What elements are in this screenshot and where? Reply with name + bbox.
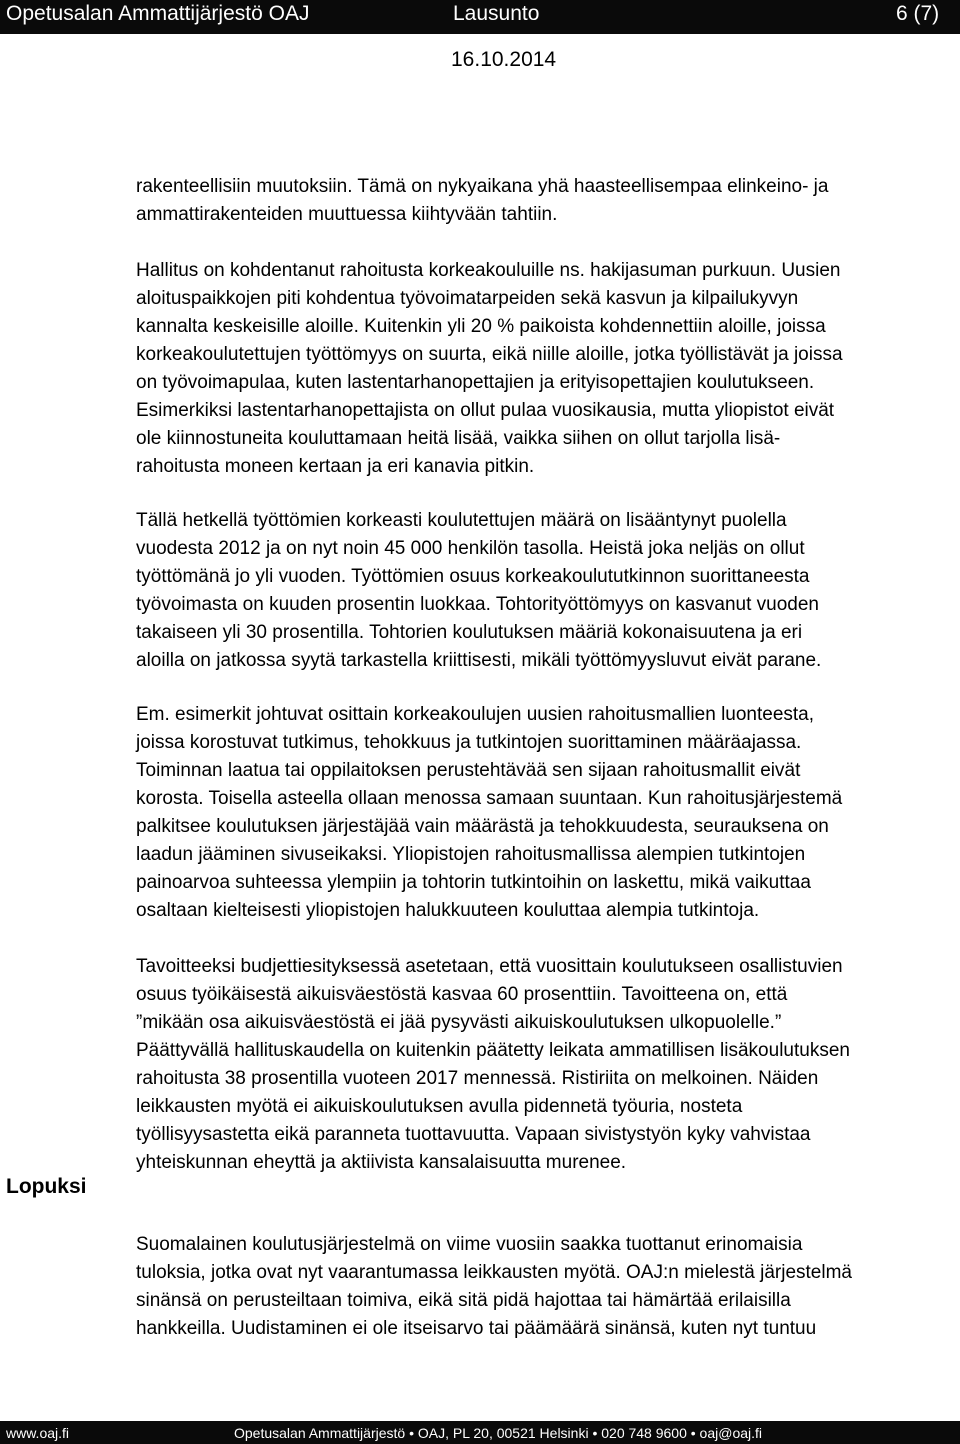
paragraph: [136, 701, 956, 925]
footer-website-link[interactable]: www.oaj.fi: [6, 1425, 70, 1441]
text-line: Tavoitteeksi budjettiesityksessä asetetaan, että vuosittain koulutukseen osallistuvien: [136, 956, 843, 977]
text-line: osuus työikäisestä aikuisväestöstä kasvaa 60 prosenttiin. Tavoitteena on, että: [136, 984, 788, 1005]
paragraph: [136, 173, 956, 229]
document-date: 16.10.2014: [451, 48, 557, 71]
paragraph: [136, 953, 956, 1177]
document-type: Lausunto: [453, 2, 540, 25]
text-line: Päättyvällä hallituskaudella on kuitenkin päätetty leikata ammatillisen lisäkoulutuksen: [136, 1040, 850, 1061]
text-line: rahoitusta 38 prosentilla vuoteen 2017 mennessä. Ristiriita on melkoinen. Näiden: [136, 1068, 819, 1089]
text-line: sinänsä on perusteiltaan toimiva, eikä sitä pidä hajottaa tai hämärtää erilaisilla: [136, 1290, 791, 1311]
text-line: ole kiinnostuneita kouluttamaan heitä lisää, vaikka siihen on ollut tarjolla lisä-: [136, 428, 781, 449]
section-heading: Lopuksi: [6, 1175, 87, 1198]
organization-name: Opetusalan Ammattijärjestö OAJ: [6, 2, 310, 25]
text-line: Tällä hetkellä työttömien korkeasti koulutettujen määrä on lisääntynyt puolella: [136, 510, 787, 531]
text-line: korosta. Toisella asteella ollaan menossa samaan suuntaan. Kun rahoitusjärjestemä: [136, 788, 843, 809]
text-line: työllisyysastetta eikä paranneta tuottavuutta. Vapaan sivistystyön kyky vahvistaa: [136, 1124, 811, 1145]
text-line: painoarvoa suhteessa ylempiin ja tohtorin tutkintoihin on laskettu, mikä vaikuttaa: [136, 872, 811, 893]
text-line: kannalta keskeisille aloille. Kuitenkin yli 20 % paikoista kohdennettiin aloille, joissa: [136, 316, 826, 337]
text-line: ammattirakenteiden muuttuessa kiihtyvään tahtiin.: [136, 204, 558, 225]
text-line: työttömänä jo yli vuoden. Työttömien osuus korkeakoulututkinnon suorittaneesta: [136, 566, 810, 587]
text-line: tuloksia, jotka ovat nyt vaarantumassa leikkausten myötä. OAJ:n mielestä järjestelmä: [136, 1262, 852, 1283]
text-line: rakenteellisiin muutoksiin. Tämä on nykyaikana yhä haasteellisempaa elinkeino- ja: [136, 176, 829, 197]
page-number: 6 (7): [896, 2, 940, 25]
paragraph: [136, 257, 956, 481]
text-line: aloilla on jatkossa syytä tarkastella kriittisesti, mikäli työttömyysluvut eivät parane.: [136, 650, 822, 671]
text-line: Toiminnan laatua tai oppilaitoksen perustehtävää sen sijaan rahoitusmallit eivät: [136, 760, 801, 781]
text-line: on työvoimapulaa, kuten lastentarhanopettajien ja erityisopettajien koulutukseen.: [136, 372, 815, 393]
text-line: Esimerkiksi lastentarhanopettajista on ollut pulaa vuosikausia, mutta yliopistot eivät: [136, 400, 835, 421]
text-line: leikkausten myötä ei aikuiskoulutuksen avulla pidennetä työuria, nosteta: [136, 1096, 743, 1117]
footer-contact-info: Opetusalan Ammattijärjestö • OAJ, PL 20, 00521 Helsinki • 020 748 9600 • oaj@oaj.fi: [234, 1425, 763, 1441]
text-line: takaiseen yli 30 prosentilla. Tohtorien koulutuksen määriä kokonaisuutena ja eri: [136, 622, 803, 643]
text-line: palkitsee koulutuksen järjestäjää vain määrästä ja tehokkuudesta, seurauksena on: [136, 816, 829, 837]
text-line: Em. esimerkit johtuvat osittain korkeakoulujen uusien rahoitusmallien luonteesta,: [136, 704, 815, 725]
text-line: Hallitus on kohdentanut rahoitusta korkeakouluille ns. hakijasuman purkuun. Uusien: [136, 260, 841, 281]
page-header: [0, 0, 960, 34]
text-line: yhteiskunnan eheyttä ja aktiivista kansalaisuutta murenee.: [136, 1152, 627, 1173]
paragraph: [136, 1231, 956, 1343]
text-line: vuodesta 2012 ja on nyt noin 45 000 henkilön tasolla. Heistä joka neljäs on ollut: [136, 538, 805, 559]
text-line: aloituspaikkojen piti kohdentua työvoimatarpeiden sekä kasvun ja kilpailukyvyn: [136, 288, 799, 309]
text-line: rahoitusta moneen kertaan ja eri kanavia pitkin.: [136, 456, 535, 477]
text-line: laadun jääminen sivuseikaksi. Yliopistojen rahoitusmallissa alempien tutkintojen: [136, 844, 806, 865]
text-line: hankkeilla. Uudistaminen ei ole itseisarvo tai päämäärä sinänsä, kuten nyt tuntuu: [136, 1318, 817, 1339]
text-line: Suomalainen koulutusjärjestelmä on viime vuosiin saakka tuottanut erinomaisia: [136, 1234, 803, 1255]
paragraph: [136, 507, 956, 675]
text-line: ”mikään osa aikuisväestöstä ei jää pysyvästi aikuiskoulutuksen ulkopuolelle.”: [136, 1012, 782, 1033]
text-line: työvoimasta on kuuden prosentin luokkaa. Tohtorityöttömyys on kasvanut vuoden: [136, 594, 819, 615]
text-line: korkeakoulutettujen työttömyys on suurta, eikä niille aloille, jotka työllistävät ja joissa: [136, 344, 843, 365]
text-line: joissa korostuvat tutkimus, tehokkuus ja tutkintojen suorittaminen määräajassa.: [136, 732, 802, 753]
page-footer: [0, 1421, 960, 1444]
text-line: osaltaan kielteisesti yliopistojen halukkuuteen kouluttaa alempia tutkintoja.: [136, 900, 760, 921]
